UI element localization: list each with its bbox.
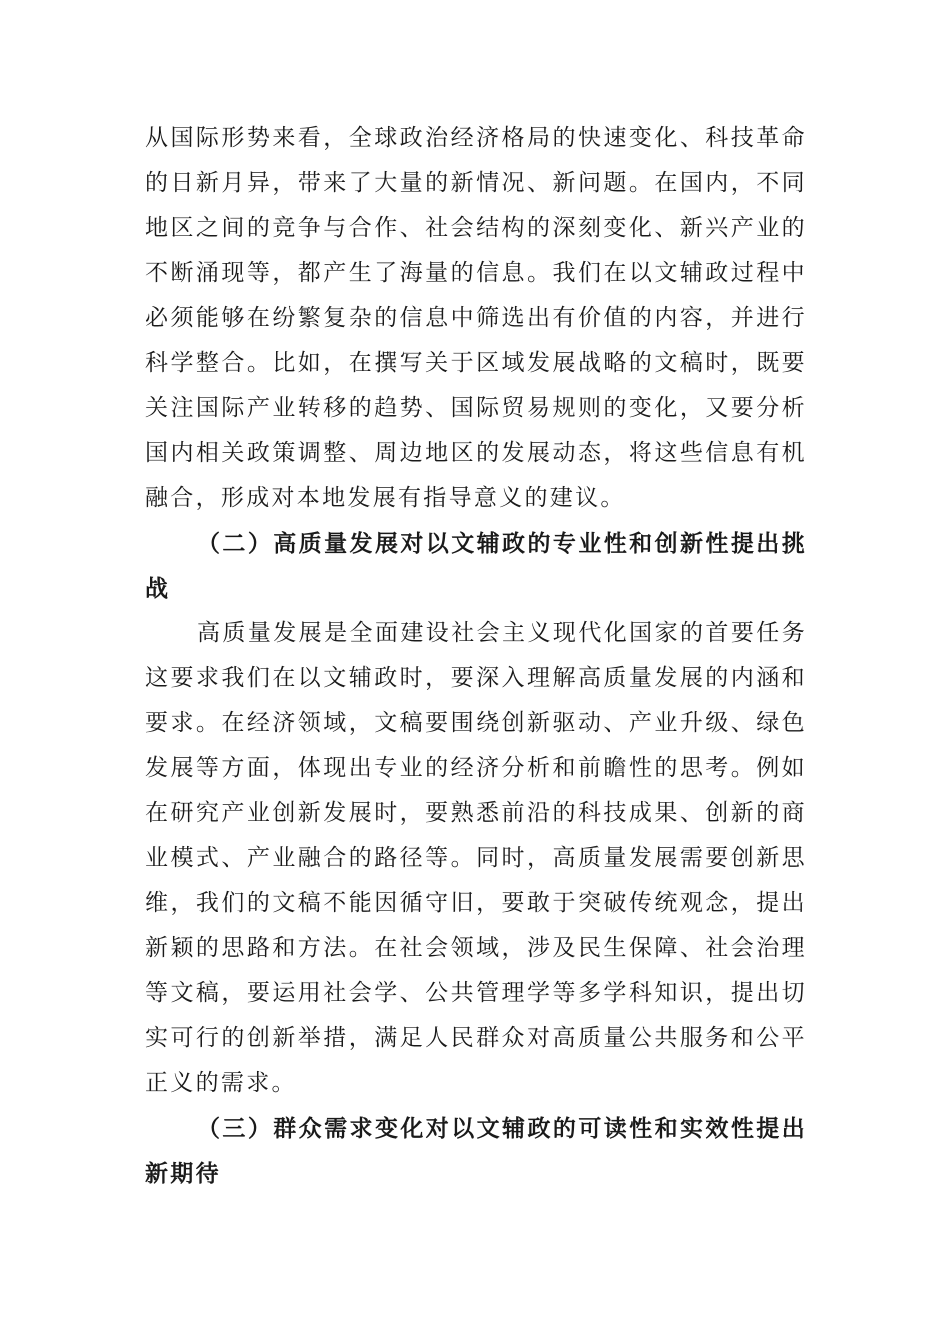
body-paragraph: 从国际形势来看，全球政治经济格局的快速变化、科技革命的日新月异，带来了大量的新情况、新问题。在国内，不同地区之间的竞争与合作、社会结构的深刻变化、新兴产业的不断涌现等，都产生了海量的信息。我们在以文辅政过程中必须能够在纷繁复杂的信息中筛选出有价值的内容，并进行科学整合。比如，在撰写关于区域发展战略的文稿时，既要关注国际产业转移的趋势、国际贸易规则的变化，又要分析国内相关政策调整、周边地区的发展动态，将这些信息有机融合，形成对本地发展有指导意义的建议。 (145, 125, 807, 511)
document-body (145, 116, 807, 1196)
section-heading: （二）高质量发展对以文辅政的专业性和创新性提出挑战 (145, 530, 807, 602)
section-heading: （三）群众需求变化对以文辅政的可读性和实效性提出新期待 (145, 1115, 807, 1187)
body-paragraph: 高质量发展是全面建设社会主义现代化国家的首要任务这要求我们在以文辅政时，要深入理解高质量发展的内涵和要求。在经济领域，文稿要围绕创新驱动、产业升级、绿色发展等方面，体现出专业的经济分析和前瞻性的思考。例如在研究产业创新发展时，要熟悉前沿的科技成果、创新的商业模式、产业融合的路径等。同时，高质量发展需要创新思维，我们的文稿不能因循守旧，要敢于突破传统观念，提出新颖的思路和方法。在社会领域，涉及民生保障、社会治理等文稿，要运用社会学、公共管理学等多学科知识，提出切实可行的创新举措，满足人民群众对高质量公共服务和公平正义的需求。 (145, 620, 807, 1096)
